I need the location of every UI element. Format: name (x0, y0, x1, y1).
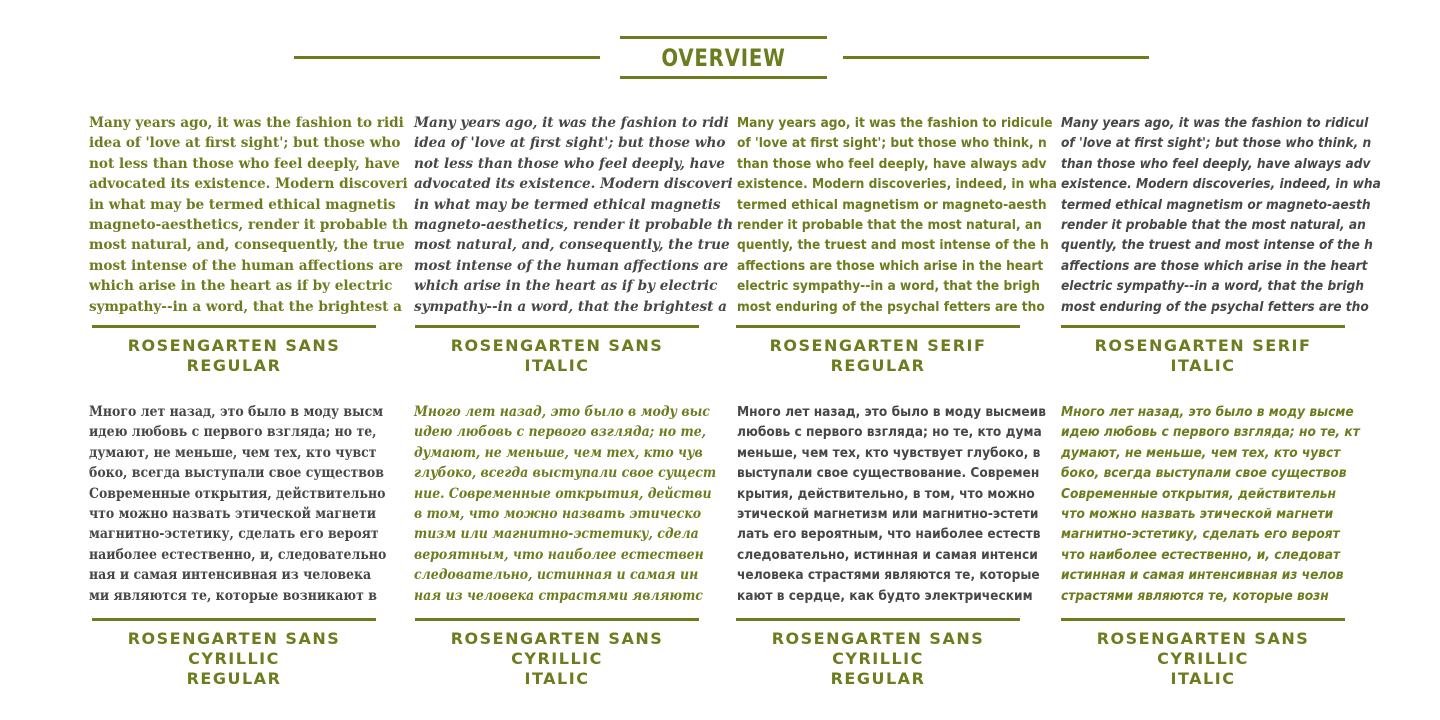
specimen-line: than those who feel deeply, have always adv (1061, 155, 1371, 172)
font-family-name: ROSENGARTEN SANS CYRILLIC (1096, 629, 1310, 668)
caption-serif-regular (736, 325, 1020, 376)
specimen-line: крытия, действительно, в том, что можно (737, 485, 1035, 502)
caption-cyrillic-italic-1 (415, 618, 699, 689)
specimen-line: idea of 'love at first sight'; but those who (414, 135, 726, 152)
specimen-line: лать его вероятным, что наиболее естеств (737, 526, 1041, 543)
specimen-line: render it probable that the most natural, an (1061, 216, 1366, 233)
specimen-line: страстями являются те, которые возн (1061, 587, 1329, 604)
specimen-line: of 'love at first sight'; but those who think, n (737, 135, 1047, 152)
specimen-line: ная и самая интенсивная из человека (89, 567, 372, 584)
specimen-line: следовательно, истинная и самая интенси (737, 546, 1038, 563)
specimen-line: than those who feel deeply, have always adv (737, 155, 1047, 172)
caption-rule (92, 618, 376, 621)
caption-rule (736, 618, 1020, 621)
specimen-line: думают, не меньше, чем тех, кто чувст (1061, 444, 1341, 461)
specimen-line: Современные открытия, действительно (89, 485, 386, 502)
specimen-line: sympathy--in a word, that the brightest a (89, 298, 402, 315)
specimen-line: магнитно-эстетику, сделать его вероят (1061, 526, 1340, 543)
specimen-line: что можно назвать этической магнети (89, 505, 377, 522)
font-style-name: ITALIC (524, 356, 590, 375)
font-family-name: ROSENGARTEN SERIF (769, 336, 987, 355)
header-rule-left (294, 56, 600, 59)
caption-cyrillic-regular-2 (736, 618, 1020, 689)
specimen-line: most enduring of the psychal fetters are tho (737, 298, 1045, 315)
font-style-name: REGULAR (186, 356, 282, 375)
specimen-line: идею любовь с первого взгляда; но те, (89, 424, 377, 441)
font-family-name: ROSENGARTEN SANS CYRILLIC (450, 629, 664, 668)
font-family-name: ROSENGARTEN SANS CYRILLIC (771, 629, 985, 668)
specimen-line: advocated its existence. Modern discoveri (89, 176, 408, 193)
caption-rule (736, 325, 1020, 328)
caption-rule (1061, 325, 1345, 328)
caption-sans-regular (92, 325, 376, 376)
specimen-line: most intense of the human affections are (414, 257, 729, 274)
caption-cyrillic-italic-2 (1061, 618, 1345, 689)
title-frame (620, 36, 827, 79)
specimen-line: render it probable that the most natural, an (737, 216, 1042, 233)
specimen-line: думают, не меньше, чем тех, кто чув (414, 444, 703, 461)
specimen-line: quently, the truest and most intense of the h (737, 237, 1049, 254)
specimen-line: меньше, чем тех, кто чувствует глубоко, в (737, 444, 1041, 461)
font-family-name: ROSENGARTEN SANS (450, 336, 664, 355)
specimen-line: наиболее естественно, и, следовательно (89, 546, 387, 563)
specimen-line: not less than those who feel deeply, have (89, 155, 400, 172)
specimen-line: ми являются те, которые возникают в (89, 587, 377, 604)
header-rule-right (843, 56, 1149, 59)
specimen-line: electric sympathy--in a word, that the brigh (1061, 278, 1364, 295)
specimen-line: магнитно-эстетику, сделать его вероят (89, 526, 379, 543)
specimen-line: Много лет назад, это было в моду высме (1061, 404, 1354, 420)
specimen-serif-italic (1061, 113, 1381, 317)
specimen-line: Много лет назад, это было в моду высмеив (737, 404, 1046, 420)
specimen-line: of 'love at first sight'; but those who think, n (1061, 135, 1372, 152)
font-style-name: ITALIC (1170, 669, 1236, 688)
specimen-line: идею любовь с первого взгляда; но те, кт (1061, 424, 1360, 441)
specimen-line: что можно назвать этической магнети (1061, 505, 1334, 522)
specimen-line: Современные открытия, действительн (1061, 485, 1337, 502)
font-family-name: ROSENGARTEN SANS (127, 336, 341, 355)
specimen-line: глубоко, всегда выступали свое сущест (414, 465, 717, 482)
specimen-line: in what may be termed ethical magnetis (414, 196, 721, 213)
specimen-line: existence. Modern discoveries, indeed, in wha (1061, 176, 1381, 193)
font-style-name: REGULAR (186, 669, 282, 688)
specimen-line: most intense of the human affections are (89, 257, 404, 274)
specimen-line: кают в сердце, как будто электрическим (737, 587, 1033, 604)
specimen-line: which arise in the heart as if by electric (89, 278, 393, 295)
caption-rule (92, 325, 376, 328)
specimen-line: most natural, and, consequently, the true (89, 237, 405, 254)
font-family-name: ROSENGARTEN SERIF (1094, 336, 1312, 355)
specimen-line: most enduring of the psychal fetters are tho (1061, 298, 1369, 315)
specimen-line: existence. Modern discoveries, indeed, in wha (737, 176, 1057, 193)
caption-rule (415, 618, 699, 621)
caption-rule (1061, 618, 1345, 621)
specimen-line: любовь с первого взгляда; но те, кто дума (737, 424, 1042, 441)
specimen-line: выступали свое существование. Современ (737, 465, 1040, 482)
specimen-line: идею любовь с первого взгляда; но те, (414, 424, 707, 441)
font-style-name: ITALIC (524, 669, 590, 688)
specimen-cyrillic-regular-1 (89, 402, 387, 606)
specimen-line: magneto-aesthetics, render it probable th (89, 216, 409, 233)
specimen-line: in what may be termed ethical magnetis (89, 196, 396, 213)
specimen-serif-regular (737, 113, 1057, 317)
specimen-sans-regular (89, 113, 409, 317)
specimen-line: which arise in the heart as if by electric (414, 278, 718, 295)
specimen-line: sympathy--in a word, that the brightest a (414, 298, 727, 315)
font-style-name: REGULAR (830, 356, 926, 375)
specimen-line: думают, не меньше, чем тех, кто чувст (89, 444, 377, 461)
specimen-line: not less than those who feel deeply, have (414, 155, 725, 172)
specimen-line: Many years ago, it was the fashion to ridicul (1061, 115, 1369, 131)
specimen-line: Many years ago, it was the fashion to ridi (89, 115, 404, 131)
caption-serif-italic (1061, 325, 1345, 376)
specimen-line: termed ethical magnetism or magneto-aesth (737, 196, 1047, 213)
page-title: OVERVIEW (661, 44, 786, 72)
specimen-line: Много лет назад, это было в моду высм (89, 404, 384, 420)
specimen-line: electric sympathy--in a word, that the brigh (737, 278, 1040, 295)
font-family-name: ROSENGARTEN SANS CYRILLIC (127, 629, 341, 668)
specimen-cyrillic-italic-1 (414, 402, 717, 606)
specimen-line: следовательно, истинная и самая ин (414, 567, 699, 584)
specimen-line: в том, что можно назвать этическо (414, 505, 702, 522)
specimen-cyrillic-regular-2 (737, 402, 1046, 606)
specimen-line: что наиболее естественно, и, следоват (1061, 546, 1341, 563)
specimen-line: ная из человека страстями являютс (414, 587, 703, 604)
specimen-line: ние. Современные открытия, действи (414, 485, 712, 502)
specimen-line: боко, всегда выступали свое существов (89, 465, 384, 482)
specimen-line: вероятным, что наиболее естествен (414, 546, 704, 563)
specimen-sans-italic (414, 113, 734, 317)
specimen-line: affections are those which arise in the heart (1061, 257, 1368, 274)
specimen-line: тизм или магнитно-эстетику, сдела (414, 526, 699, 543)
caption-rule (415, 325, 699, 328)
overview-header (0, 0, 1440, 100)
caption-sans-italic (415, 325, 699, 376)
specimen-line: боко, всегда выступали свое существов (1061, 465, 1347, 482)
specimen-line: Много лет назад, это было в моду выс (414, 404, 710, 420)
specimen-cyrillic-italic-2 (1061, 402, 1360, 606)
specimen-line: истинная и самая интенсивная из челов (1061, 567, 1344, 584)
specimen-line: most natural, and, consequently, the true (414, 237, 730, 254)
specimen-line: termed ethical magnetism or magneto-aesth (1061, 196, 1371, 213)
font-style-name: ITALIC (1170, 356, 1236, 375)
caption-cyrillic-regular-1 (92, 618, 376, 689)
font-style-name: REGULAR (830, 669, 926, 688)
specimen-line: этической магнетизм или магнитно-эстети (737, 505, 1039, 522)
specimen-line: Many years ago, it was the fashion to ridicule (737, 115, 1053, 131)
specimen-line: quently, the truest and most intense of the h (1061, 237, 1373, 254)
specimen-line: advocated its existence. Modern discoveri (414, 176, 733, 193)
specimen-line: affections are those which arise in the heart (737, 257, 1044, 274)
specimen-line: Many years ago, it was the fashion to ridi (414, 115, 729, 131)
specimen-line: человека страстями являются те, которые (737, 567, 1040, 584)
specimen-line: idea of 'love at first sight'; but those who (89, 135, 401, 152)
specimen-line: magneto-aesthetics, render it probable th (414, 216, 734, 233)
